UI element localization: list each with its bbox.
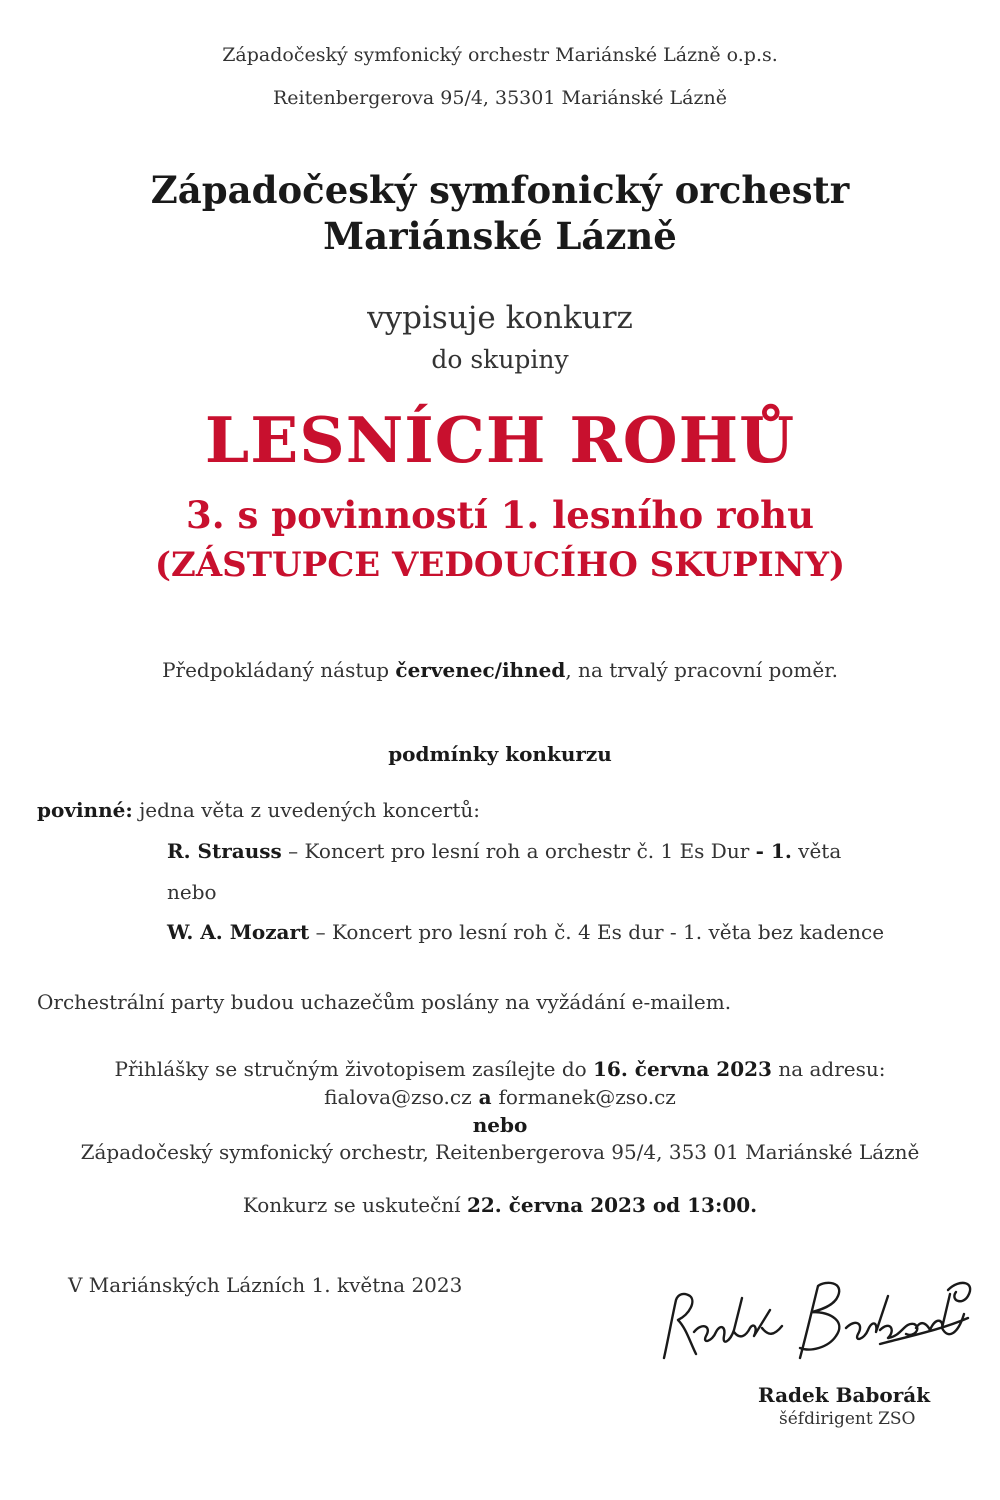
- apply-emails: [0, 1085, 1000, 1109]
- start-prefix: Předpokládaný nástup: [162, 658, 396, 682]
- announce-line1: vypisuje konkurz: [367, 300, 633, 336]
- piece1-text: – Koncert pro lesní roh a orchestr č. 1 Es Dur: [281, 839, 756, 863]
- email-formanek[interactable]: formanek@zso.cz: [498, 1085, 676, 1109]
- start-info: [0, 658, 1000, 682]
- signer-name: Radek Baborák: [758, 1383, 931, 1407]
- announce-line2: do skupiny: [431, 345, 569, 374]
- piece-mozart: [167, 920, 884, 944]
- orchestra-title-line2: Mariánské Lázně: [323, 214, 677, 258]
- position-detail: 3. s povinností 1. lesního rohu: [186, 493, 814, 537]
- piece-strauss: [167, 839, 841, 863]
- piece1-end: věta: [791, 839, 842, 863]
- position-main: LESNÍCH ROHŮ: [204, 403, 796, 477]
- signer-title: šéfdirigent ZSO: [779, 1409, 916, 1429]
- start-suffix: , na trvalý pracovní poměr.: [565, 658, 838, 682]
- piece1-movement: - 1.: [755, 839, 792, 863]
- org-header-line: Západočeský symfonický orchestr Mariánské Lázně o.p.s.: [222, 44, 778, 66]
- required-label: povinné:: [37, 798, 133, 822]
- orchestra-title-line1: Západočeský symfonický orchestr: [150, 168, 850, 212]
- parts-note: Orchestrální party budou uchazečům poslány na vyžádání e-mailem.: [37, 990, 732, 1014]
- apply-or: nebo: [472, 1113, 528, 1137]
- audition-date: 22. června 2023 od 13:00.: [466, 1193, 758, 1217]
- email-fialova[interactable]: fialova@zso.cz: [324, 1085, 472, 1109]
- piece2-composer: W. A. Mozart: [167, 920, 310, 944]
- apply-postal: Západočeský symfonický orchestr, Reitenbergerova 95/4, 353 01 Mariánské Lázně: [80, 1140, 920, 1164]
- apply-deadline: 16. června 2023: [593, 1057, 772, 1081]
- apply-suffix: na adresu:: [771, 1057, 886, 1081]
- signature-scribble: [650, 1270, 980, 1370]
- piece1-composer: R. Strauss: [167, 839, 282, 863]
- required-text: jedna věta z uvedených koncertů:: [132, 798, 481, 822]
- piece2-text: – Koncert pro lesní roh č. 4 Es dur - 1. věta bez kadence: [309, 920, 885, 944]
- required-line: [37, 798, 480, 822]
- apply-line: [0, 1057, 1000, 1081]
- apply-prefix: Přihlášky se stručným životopisem zasílejte do: [114, 1057, 594, 1081]
- orchestra-title: [0, 167, 1000, 259]
- conditions-heading: podmínky konkurzu: [388, 742, 612, 766]
- start-date: červenec/ihned: [395, 658, 566, 682]
- piece-or: nebo: [167, 880, 217, 904]
- signature-image: [650, 1270, 980, 1370]
- position-role: (ZÁSTUPCE VEDOUCÍHO SKUPINY): [154, 545, 846, 585]
- audition-line: [0, 1193, 1000, 1217]
- audition-prefix: Konkurz se uskuteční: [242, 1193, 467, 1217]
- address-header-line: Reitenbergerova 95/4, 35301 Mariánské Lázně: [273, 87, 727, 109]
- apply-and: a: [471, 1085, 499, 1109]
- place-date: V Mariánských Lázních 1. května 2023: [68, 1273, 463, 1297]
